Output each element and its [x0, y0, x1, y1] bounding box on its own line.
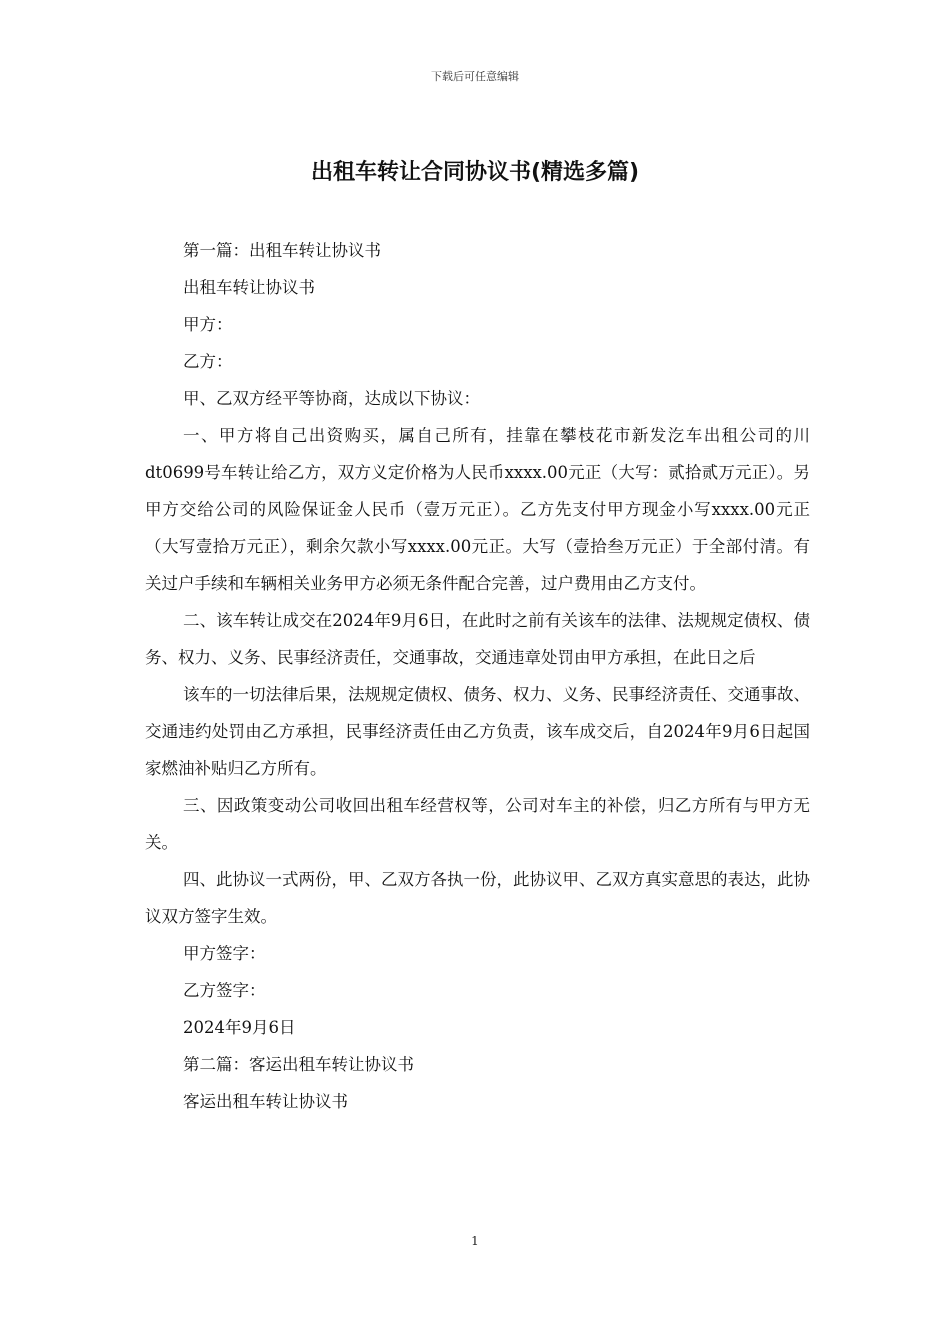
header-note: 下载后可任意编辑	[431, 70, 519, 83]
agreement-title-1: 出租车转让协议书	[183, 278, 315, 297]
page-number: 1	[471, 1234, 479, 1248]
clause-2: 二、该车转让成交在2024年9月6日，在此时之前有关该车的法律、法规规定债权、债务、权力、义务、民事经济责任，交通事故，交通违章处罚由甲方承担，在此日之后	[145, 611, 810, 667]
clause-2-continued: 该车的一切法律后果，法规规定债权、债务、权力、义务、民事经济责任、交通事故、交通违约处罚由乙方承担，民事经济责任由乙方负责，该车成交后，自2024年9月6日起国家燃油补贴归乙方所有。	[145, 685, 810, 778]
clause-3: 三、因政策变动公司收回出租车经营权等，公司对车主的补偿，归乙方所有与甲方无关。	[145, 796, 810, 852]
party-a-line: 甲方：	[183, 315, 233, 334]
party-b-signature: 乙方签字：	[183, 981, 266, 1000]
party-a-signature: 甲方签字：	[183, 944, 266, 963]
document-body	[145, 232, 810, 1120]
document-title: 出租车转让合同协议书(精选多篇)	[310, 160, 640, 185]
section-heading-2: 第二篇：客运出租车转让协议书	[183, 1055, 414, 1074]
clause-1: 一、甲方将自己出资购买，属自己所有，挂靠在攀枝花市新发汔车出租公司的川dt0699号车转让给乙方，双方义定价格为人民币xxxx.00元正（大写：贰拾贰万元正）。另甲方交给公司的风险保证金人民币（壹万元正）。乙方先支付甲方现金小写xxxx.00元正（大写壹拾万元正），剩余欠款小写xxxx.00元正。大写（壹拾叁万元正）于全部付清。有关过户手续和车辆相关业务甲方必须无条件配合完善，过户费用由乙方支付。	[145, 426, 810, 593]
agreement-title-2: 客运出租车转让协议书	[183, 1092, 348, 1111]
signing-date: 2024年9月6日	[183, 1018, 296, 1037]
section-heading-1: 第一篇：出租车转让协议书	[183, 241, 381, 260]
clause-4: 四、此协议一式两份，甲、乙双方各执一份，此协议甲、乙双方真实意思的表达，此协议双方签字生效。	[145, 870, 810, 926]
agreement-intro: 甲、乙双方经平等协商，达成以下协议：	[183, 389, 480, 408]
party-b-line: 乙方：	[183, 352, 233, 371]
